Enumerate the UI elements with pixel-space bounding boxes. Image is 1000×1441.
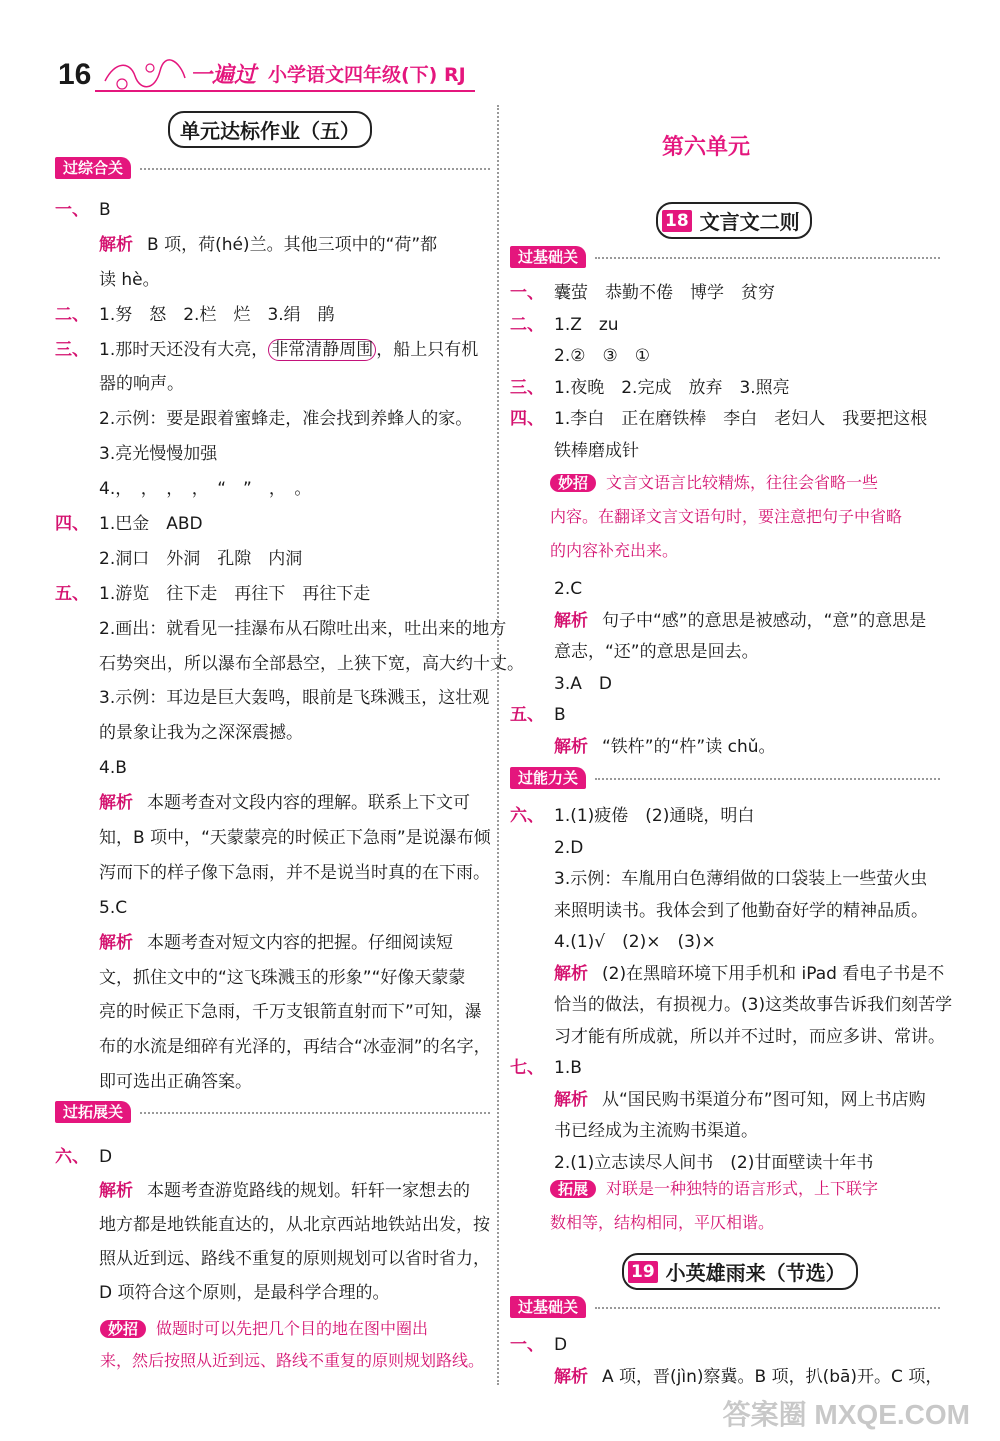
analysis-label: 解析 bbox=[554, 610, 588, 631]
lesson-number-badge: 19 bbox=[628, 1261, 658, 1283]
answer-line bbox=[510, 341, 950, 373]
analysis-label: 解析 bbox=[554, 1366, 588, 1387]
answer-text: 2.② ③ ① bbox=[554, 346, 650, 366]
answer-line bbox=[510, 310, 950, 342]
answer-text: D 项符合这个原则，是最科学合理的。 bbox=[99, 1283, 390, 1303]
right-answer-block-3 bbox=[510, 801, 953, 1179]
book-series-title: 小学语文四年级(下) RJ bbox=[268, 64, 466, 86]
answer-line bbox=[55, 1208, 495, 1242]
answer-text: 3.示例：车胤用白色薄绢做的口袋装上一些萤火虫 bbox=[554, 869, 928, 889]
question-number: 三、 bbox=[510, 377, 544, 398]
answer-line bbox=[55, 681, 495, 716]
answer-line bbox=[510, 373, 950, 405]
answer-text: 的景象让我为之深深震撼。 bbox=[99, 723, 303, 744]
answer-text: 地方都是地铁能直达的，从北京西站地铁站出发，按 bbox=[99, 1215, 490, 1235]
question-number: 四、 bbox=[510, 409, 544, 429]
answer-line bbox=[510, 1053, 950, 1085]
question-number: 二、 bbox=[55, 304, 89, 325]
lesson-19-title bbox=[622, 1253, 858, 1290]
question-number: 二、 bbox=[510, 314, 544, 335]
answer-line bbox=[55, 402, 495, 437]
question-number: 一、 bbox=[510, 1335, 544, 1355]
tip-badge: 妙招 bbox=[100, 1320, 146, 1338]
answer-text: 书已经成为主流购书渠道。 bbox=[554, 1121, 758, 1141]
answer-text: 3.A D bbox=[554, 673, 612, 694]
answer-text: 布的水流是细碎有光泽的，再结合“冰壶洞”的名字， bbox=[99, 1037, 491, 1058]
answer-text: D bbox=[554, 1335, 568, 1355]
dotted-rule bbox=[140, 1112, 490, 1114]
tip-line: 来，然后按照从近到远、路线不重复的原则规划路线。 bbox=[100, 1351, 485, 1370]
unit-title: 第六单元 bbox=[662, 135, 751, 160]
answer-line bbox=[55, 193, 495, 228]
answer-line bbox=[55, 472, 495, 507]
circled-correction: 非常清静周围 bbox=[268, 339, 376, 361]
answer-text: 从“国民购书渠道分布”图可知，网上书店购 bbox=[602, 1089, 926, 1110]
answer-text: 3.示例：耳边是巨大轰鸣，眼前是飞珠溅玉，这壮观 bbox=[99, 688, 490, 709]
answer-line bbox=[55, 577, 495, 612]
answer-text: 1.游览 往下走 再往下 再往下走 bbox=[99, 583, 371, 604]
section-title: 单元达标作业（五） bbox=[168, 111, 372, 148]
question-number: 一、 bbox=[55, 200, 89, 220]
answer-text: 4.(1)√ (2)× (3)× bbox=[554, 932, 716, 952]
answer-line bbox=[510, 1085, 950, 1117]
watermark: 答案圈 MXQE.COM bbox=[722, 1399, 970, 1430]
answer-text: 亮的时候正下急雨，千万支银箭直射而下”可知，瀑 bbox=[99, 1002, 482, 1023]
answer-line bbox=[510, 833, 950, 865]
answer-line bbox=[510, 801, 950, 833]
answer-line bbox=[510, 1330, 950, 1362]
answer-text: 1.B bbox=[554, 1058, 582, 1078]
analysis-label: 解析 bbox=[99, 1181, 133, 1201]
answer-line bbox=[510, 700, 950, 732]
right-extension-block bbox=[550, 1178, 950, 1246]
answer-line bbox=[510, 278, 950, 310]
answer-text: 读 hè。 bbox=[99, 269, 160, 290]
answer-text: 1.夜晚 2.完成 放弃 3.照亮 bbox=[554, 377, 790, 398]
right-answer-block-2 bbox=[510, 574, 950, 763]
answer-line bbox=[510, 990, 953, 1022]
answer-line bbox=[55, 542, 495, 577]
answer-text: 照从近到远、路线不重复的原则规划可以省时省力， bbox=[99, 1249, 490, 1269]
answer-line bbox=[55, 1174, 495, 1208]
header-rule bbox=[95, 90, 475, 92]
answer-line bbox=[55, 751, 495, 786]
answer-text: 文，抓住文中的“这飞珠溅玉的形象”“好像天蒙蒙 bbox=[99, 967, 466, 988]
answer-line bbox=[510, 732, 950, 764]
answer-text: 1.巴金 ABD bbox=[99, 514, 203, 535]
brand-logo: 一遍过 bbox=[190, 63, 257, 88]
analysis-label: 解析 bbox=[554, 1089, 588, 1110]
answer-line bbox=[510, 606, 950, 638]
answer-line bbox=[55, 228, 495, 263]
question-number: 六、 bbox=[55, 1147, 89, 1167]
tip-line: 的内容补充出来。 bbox=[550, 541, 679, 560]
answer-line bbox=[510, 404, 950, 436]
answer-text: 2.(1)立志读尽人间书 (2)甘面壁读十年书 bbox=[554, 1152, 874, 1173]
question-number: 七、 bbox=[510, 1058, 544, 1078]
answer-line bbox=[55, 1065, 495, 1100]
page-number: 16 bbox=[58, 58, 92, 91]
answer-line bbox=[55, 786, 495, 821]
answer-line bbox=[55, 367, 495, 402]
answer-text: 1.那时天还没有大亮， bbox=[99, 339, 269, 360]
tag-basics: 过基础关 bbox=[510, 246, 586, 268]
extension-badge: 拓展 bbox=[550, 1180, 596, 1198]
answer-line bbox=[55, 298, 495, 333]
right-answer-block-4 bbox=[510, 1330, 950, 1393]
answer-line bbox=[510, 1362, 950, 1394]
answer-line bbox=[510, 864, 950, 896]
answer-line bbox=[510, 896, 950, 928]
left-answer-block-1 bbox=[55, 193, 524, 1100]
answer-text: 2.C bbox=[554, 579, 583, 599]
lesson-18-title bbox=[656, 202, 812, 239]
answer-text: 意志，“还”的意思是回去。 bbox=[554, 642, 759, 662]
left-answer-block-2 bbox=[55, 1140, 495, 1310]
answer-line bbox=[55, 1030, 495, 1065]
answer-text: 铁棒磨成针 bbox=[554, 440, 639, 461]
answer-text: 1.李白 正在磨铁棒 李白 老妇人 我要把这根 bbox=[554, 409, 928, 429]
answer-text: 3.亮光慢慢加强 bbox=[99, 444, 218, 465]
left-tip-block bbox=[100, 1318, 495, 1382]
tag-basics: 过基础关 bbox=[510, 1296, 586, 1318]
answer-line bbox=[510, 574, 950, 606]
question-number: 一、 bbox=[510, 283, 544, 303]
answer-text: 囊萤 恭勤不倦 博学 贫穷 bbox=[554, 283, 775, 303]
answer-text: (2)在黑暗环境下用手机和 iPad 看电子书是不 bbox=[602, 963, 945, 984]
answer-text: 本题考查游览路线的规划。轩轩一家想去的 bbox=[147, 1181, 470, 1201]
dotted-rule bbox=[595, 778, 940, 780]
answer-text: B bbox=[99, 200, 111, 220]
answer-text: 1.(1)疲倦 (2)通晓，明白 bbox=[554, 806, 755, 826]
tag-comprehensive: 过综合关 bbox=[55, 157, 131, 179]
answer-text: 习才能有所成就，所以并不过时，而应多讲、常讲。 bbox=[554, 1026, 945, 1047]
question-number: 五、 bbox=[510, 705, 544, 725]
answer-text: 2.D bbox=[554, 837, 584, 858]
answer-text: 1.Z zu bbox=[554, 314, 619, 335]
answer-line bbox=[510, 1116, 950, 1148]
right-answer-block-1 bbox=[510, 278, 950, 467]
answer-text: B 项，荷(hé)兰。其他三项中的“荷”都 bbox=[147, 234, 438, 255]
answer-line bbox=[55, 821, 495, 856]
answer-line bbox=[55, 437, 495, 472]
tip-badge: 妙招 bbox=[550, 474, 596, 492]
answer-text: 1.努 怒 2.栏 烂 3.绢 鹃 bbox=[99, 304, 335, 325]
answer-text: ，船上只有机 bbox=[376, 339, 479, 360]
answer-line bbox=[55, 961, 495, 996]
answer-text: 器的响声。 bbox=[99, 374, 184, 395]
answer-text: 石势突出，所以瀑布全部悬空，上狭下宽，高大约十丈。 bbox=[99, 653, 524, 674]
answer-line bbox=[55, 995, 495, 1030]
answer-text: 2.洞口 外洞 孔隙 内洞 bbox=[99, 548, 303, 569]
answer-text: 本题考查对文段内容的理解。联系上下文可 bbox=[147, 793, 470, 814]
column-divider bbox=[497, 105, 499, 1385]
answer-text: 4.， ， ， ， “ ” ， 。 bbox=[99, 479, 312, 500]
answer-text: D bbox=[99, 1147, 113, 1167]
answer-line bbox=[510, 959, 950, 991]
answer-text: 来照明读书。我体会到了他勤奋好学的精神品质。 bbox=[554, 900, 928, 921]
right-tip-block bbox=[550, 472, 950, 574]
lesson-number-badge: 18 bbox=[662, 210, 692, 232]
answer-line bbox=[55, 647, 524, 682]
answer-line bbox=[55, 1276, 495, 1310]
question-number: 四、 bbox=[55, 514, 89, 535]
tag-extension: 过拓展关 bbox=[55, 1101, 131, 1123]
tag-ability: 过能力关 bbox=[510, 767, 586, 789]
answer-line bbox=[55, 856, 495, 891]
analysis-label: 解析 bbox=[554, 736, 588, 757]
answer-text: 4.B bbox=[99, 758, 127, 779]
analysis-label: 解析 bbox=[99, 234, 133, 255]
answer-text: 句子中“感”的意思是被感动，“意”的意思是 bbox=[602, 610, 927, 631]
answer-line bbox=[55, 333, 495, 368]
answer-line bbox=[55, 891, 495, 926]
answer-line bbox=[55, 926, 495, 961]
dotted-rule bbox=[140, 168, 490, 170]
answer-text: 5.C bbox=[99, 897, 128, 918]
answer-line bbox=[55, 716, 495, 751]
analysis-label: 解析 bbox=[99, 932, 133, 953]
dotted-rule bbox=[595, 257, 940, 259]
answer-line bbox=[55, 1242, 495, 1276]
dotted-rule bbox=[595, 1307, 940, 1309]
analysis-label: 解析 bbox=[554, 963, 588, 984]
answer-line bbox=[55, 612, 507, 647]
question-number: 三、 bbox=[55, 339, 89, 360]
extension-line: 数相等，结构相同，平仄相谐。 bbox=[550, 1213, 775, 1232]
extension-line: 拓展 对联是一种独特的语言形式，上下联字 bbox=[550, 1178, 950, 1212]
answer-line bbox=[55, 1140, 495, 1174]
tip-line: 妙招 文言文语言比较精炼，往往会省略一些 bbox=[550, 472, 950, 506]
answer-text: 本题考查对短文内容的把握。仔细阅读短 bbox=[147, 932, 453, 953]
answer-line bbox=[510, 669, 950, 701]
lesson-name: 小英雄雨来（节选） bbox=[665, 1261, 846, 1285]
question-number: 六、 bbox=[510, 806, 544, 826]
tip-line: 妙招 做题时可以先把几个目的地在图中圈出 bbox=[100, 1318, 495, 1350]
answer-line bbox=[510, 1022, 950, 1054]
answer-text: 即可选出正确答案。 bbox=[99, 1072, 252, 1093]
answer-line bbox=[55, 507, 495, 542]
answer-line bbox=[510, 927, 950, 959]
answer-line bbox=[510, 436, 950, 468]
answer-text: 知，B 项中，“天蒙蒙亮的时候正下急雨”是说瀑布倾 bbox=[99, 828, 491, 849]
answer-text: B bbox=[554, 705, 566, 725]
answer-text: 泻而下的样子像下急雨，并不是说当时真的在下雨。 bbox=[99, 862, 490, 883]
answer-text: A 项，晋(jìn)察冀。B 项，扒(bā)开。C 项， bbox=[602, 1366, 943, 1387]
answer-text: “铁杵”的“杵”读 chǔ。 bbox=[602, 736, 776, 757]
tip-line: 内容。在翻译文言文语句时，要注意把句子中省略 bbox=[550, 507, 903, 526]
analysis-label: 解析 bbox=[99, 793, 133, 814]
question-number: 五、 bbox=[55, 583, 89, 604]
lesson-name: 文言文二则 bbox=[699, 210, 800, 234]
answer-line bbox=[510, 637, 950, 669]
answer-text: 2.画出：就看见一挂瀑布从石隙吐出来，吐出来的地方 bbox=[99, 618, 507, 639]
answer-text: 恰当的做法，有损视力。(3)这类故事告诉我们刻苦学 bbox=[554, 995, 953, 1015]
answer-text: 2.示例：要是跟着蜜蜂走，准会找到养蜂人的家。 bbox=[99, 409, 473, 430]
answer-line bbox=[55, 263, 495, 298]
answer-line bbox=[510, 1148, 950, 1180]
